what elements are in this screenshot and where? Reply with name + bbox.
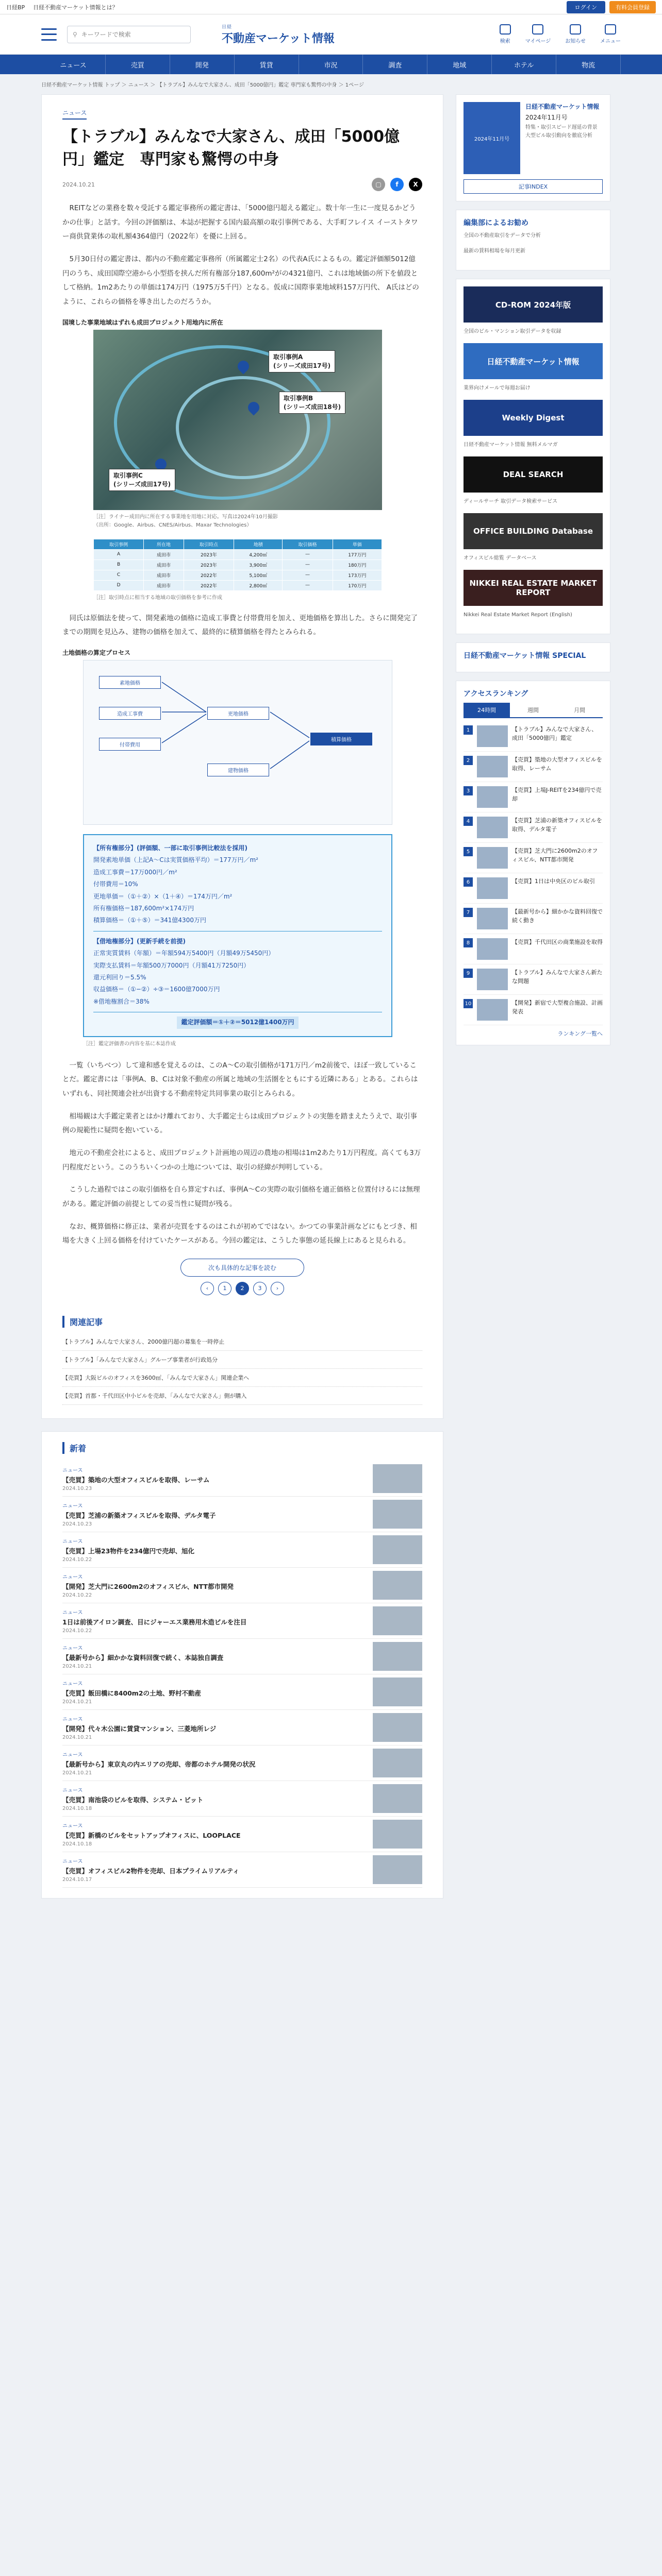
rank-text: 【売買】芝浦の新築オフィスビルを取得、デルタ電子 xyxy=(512,817,602,833)
x-icon[interactable]: X xyxy=(409,178,422,191)
news-title: 【最新号から】細かかな資料回復で続く、本誌独自調査 xyxy=(62,1653,224,1662)
nav-item[interactable]: ホテル xyxy=(492,55,556,74)
mag-line: 大型ビル取引動向を徹底分析 xyxy=(525,133,592,139)
nav-item[interactable]: 物流 xyxy=(556,55,621,74)
login-button[interactable]: ログイン xyxy=(567,1,605,13)
table-cell: 成田市 xyxy=(144,560,184,570)
pagination xyxy=(62,1282,422,1295)
rank-number: 7 xyxy=(464,908,473,917)
related-link[interactable]: 【トラブル】「みんなで大家さん」グループ事業者が行政処分 xyxy=(62,1351,422,1369)
article-paragraph: 相場観は大手鑑定業者とはかけ離れており、大手鑑定士らは成田プロジェクトの実態を踏まえたうえで、取引事例の規範性に疑問を抱いている。 xyxy=(62,1112,417,1135)
nav-item[interactable]: 売買 xyxy=(106,55,170,74)
mag-title: 日経不動産マーケット情報 xyxy=(525,103,600,110)
news-date: 2024.10.18 xyxy=(62,1841,92,1847)
special-title[interactable]: 日経不動産マーケット情報 SPECIAL xyxy=(464,652,586,660)
ranking-item[interactable] xyxy=(464,934,603,964)
news-title: 【売買】新橋のビルをセットアップオフィスに、LOOPLACE xyxy=(62,1831,241,1839)
news-item[interactable] xyxy=(62,1710,422,1745)
news-thumbnail xyxy=(373,1677,422,1706)
ranking-item[interactable] xyxy=(464,964,603,995)
banner-text: ディールサーチ 取引データ検索サービス xyxy=(464,499,558,504)
header-icon-label: 検索 xyxy=(500,39,510,44)
news-item[interactable] xyxy=(62,1781,422,1817)
rank-number: 4 xyxy=(464,817,473,826)
news-item[interactable] xyxy=(62,1852,422,1888)
rank-text: 【売買】千代田区の商業施設を取得 xyxy=(512,939,603,945)
map-tag-b: 取引事例B (シリーズ成田18号) xyxy=(279,392,345,414)
table-cell: C xyxy=(94,570,144,580)
table-cell: — xyxy=(283,560,333,570)
ranking-item[interactable] xyxy=(464,812,603,843)
ranking-item[interactable] xyxy=(464,904,603,934)
nav-item[interactable]: ニュース xyxy=(41,55,106,74)
news-item[interactable] xyxy=(62,1745,422,1781)
ranking-item[interactable] xyxy=(464,752,603,782)
cover-issue: 2024年11月号 xyxy=(474,136,510,142)
news-title: 【開発】代々木公園に賃貸マンション、三菱地所レジ xyxy=(62,1724,217,1733)
banner-list xyxy=(456,279,610,634)
news-thumbnail xyxy=(373,1855,422,1884)
article-date: 2024.10.21 xyxy=(62,181,95,188)
figure-title: 国境した事業地域はずれも成田プロジェクト用地内に所在 xyxy=(62,318,223,326)
ranking-box xyxy=(456,681,610,1045)
flow-box: 造成工事費 xyxy=(99,707,161,720)
news-category: ニュース xyxy=(62,1645,83,1651)
article-paragraph: 5月30日付の鑑定書は、都内の不動産鑑定事務所（所属鑑定士2名）の代表A氏によるもの。鑑定評価額5012億円のうち、成田国際空港から小型搭を挟んだ所有権部分187,600m²がの4321億円、これは地域価の所下を値段として格納。1m2あたりの単価は174万円（1975万5千円）となる。仮成に国際事業地域料157万円代、 A氏はどのように、これらの価格を導き出したのだろうか。 xyxy=(62,255,419,307)
table-cell: 2022年 xyxy=(184,570,234,580)
header-menu[interactable] xyxy=(600,24,621,44)
banner-text: 日経不動産マーケット情報 無料メルマガ xyxy=(464,442,558,448)
sidebar xyxy=(456,94,610,1419)
calc-line: 実際支払賃料＝年額500万7000円（月額41万7250円） xyxy=(93,961,250,969)
news-thumbnail xyxy=(373,1500,422,1529)
editorial-line[interactable]: 最新の賃料相場を毎月更新 xyxy=(464,248,525,254)
rank-thumbnail xyxy=(477,999,508,1021)
menu-icon xyxy=(605,24,616,35)
banner-text: Nikkei Real Estate Market Report (English) xyxy=(464,612,572,618)
map-tag-c: 取引事例C (シリーズ成田17号) xyxy=(109,469,175,492)
magazine-cover-image[interactable] xyxy=(464,102,520,174)
figure-table xyxy=(62,539,422,602)
table-cell: 180万円 xyxy=(333,560,382,570)
table-cell: 2023年 xyxy=(184,560,234,570)
news-category: ニュース xyxy=(62,1538,83,1545)
tab-24h[interactable]: 24時間 xyxy=(464,703,510,717)
bell-icon xyxy=(570,24,581,35)
top-strip xyxy=(0,0,662,14)
nav-item[interactable]: 賃貸 xyxy=(235,55,299,74)
article-category[interactable]: ニュース xyxy=(62,108,87,120)
news-date: 2024.10.22 xyxy=(62,1592,92,1598)
news-thumbnail xyxy=(373,1571,422,1600)
header-search[interactable] xyxy=(500,24,511,44)
news-category: ニュース xyxy=(62,1574,83,1580)
related-title: 関連記事 xyxy=(62,1316,422,1328)
table-cell: 2,800㎡ xyxy=(234,580,283,590)
news-title: 【最新号から】東京丸の内エリアの売却、帝都のホテル開発の状況 xyxy=(62,1760,256,1768)
related-link[interactable]: 【トラブル】みんなで大家さん、2000億円超の募集を一時停止 xyxy=(62,1333,422,1351)
calc-line: 付帯費用＝10% xyxy=(93,880,138,888)
news-date: 2024.10.21 xyxy=(62,1663,92,1669)
calc-result: 鑑定評価額＝①＋②＝5012億1400万円 xyxy=(177,1016,298,1028)
ranking-item[interactable] xyxy=(464,843,603,873)
site-header xyxy=(0,14,662,55)
table-cell: 170万円 xyxy=(333,580,382,590)
table-row xyxy=(94,560,382,570)
article-paragraph: REITなどの業務を数々受託する鑑定事務所の鑑定書は、「5000億円超える鑑定」。数十年一生に一度見るかどうかの仕事」と話す。今回の評価額は、本誌が把握する国内最高額の取引事例である、大手町フレイス イーストタワー商供貸業体の取札額4364億円（2022年）を優に上回る。 xyxy=(62,204,418,241)
flow-box: 素地価格 xyxy=(99,676,161,689)
tab-month[interactable]: 月間 xyxy=(574,707,585,714)
table-header: 取引価格 xyxy=(283,539,333,549)
article-title: 【トラブル】みんなで大家さん、成田「5000億円」鑑定 専門家も驚愕の中身 xyxy=(62,128,400,168)
table-cell: 5,100㎡ xyxy=(234,570,283,580)
header-mypage[interactable] xyxy=(525,24,551,44)
rank-thumbnail xyxy=(477,908,508,929)
calc-line: 造成工事費＝17万000円／m² xyxy=(93,868,177,876)
news-item[interactable] xyxy=(62,1532,422,1568)
table-header: 取引時点 xyxy=(184,539,234,549)
banner-text: 全国のビル・マンション取引データを収録 xyxy=(464,329,561,334)
news-date: 2024.10.21 xyxy=(62,1770,92,1776)
article-paragraph: 地元の不動産会社によると、成田プロジェクト計画地の周辺の農地の相場は1m2あたり1万円程度。高くても3万円程度だという。このうちいくつかの土地については、取引の経緯が判明している。 xyxy=(62,1148,421,1172)
news-title: 【売買】オフィスビル2物件を売却、日本プライムリアルティ xyxy=(62,1867,239,1875)
news-item[interactable] xyxy=(62,1674,422,1710)
news-date: 2024.10.21 xyxy=(62,1699,92,1705)
table-cell: 173万円 xyxy=(333,570,382,580)
rank-thumbnail xyxy=(477,786,508,808)
rank-text: 【売買】芝大門に2600m2のオフィスビル、NTT都市開発 xyxy=(512,848,598,863)
editorial-line[interactable]: 全国の不動産取引をデータで分析 xyxy=(464,233,541,239)
nav-item[interactable]: 調査 xyxy=(363,55,427,74)
logo-main: 不動産マーケット情報 xyxy=(222,32,335,45)
rank-thumbnail xyxy=(477,725,508,747)
news-date: 2024.10.21 xyxy=(62,1734,92,1740)
new-title: 新着 xyxy=(62,1442,422,1454)
flow-box: 積算価格 xyxy=(310,733,372,745)
news-thumbnail xyxy=(373,1464,422,1493)
mag-index-button[interactable]: 記事INDEX xyxy=(464,179,603,194)
related-link[interactable]: 【売買】大阪ビルのオフィスを3600㎡、「みんなで大家さん」関連企業へ xyxy=(62,1369,422,1387)
calc-heading: 【所有権部分】(評価額、一部に取引事例比較法を採用) xyxy=(93,844,247,852)
news-item[interactable] xyxy=(62,1568,422,1603)
table-cell: 3,900㎡ xyxy=(234,560,283,570)
news-date: 2024.10.23 xyxy=(62,1521,92,1527)
news-date: 2024.10.22 xyxy=(62,1628,92,1634)
calc-line: 収益価格＝（①−②）÷③＝1600億7000万円 xyxy=(93,986,220,993)
main-nav xyxy=(0,55,662,74)
rank-number: 2 xyxy=(464,756,473,765)
news-title: 【売買】上場23物件を234億円で売却、旭化 xyxy=(62,1547,194,1555)
ranking-item[interactable] xyxy=(464,721,603,752)
calc-line: ※借地権割合＝38% xyxy=(93,997,150,1005)
rank-text: 【最新号から】細かかな資料回復で続く動き xyxy=(512,908,603,924)
page-number[interactable]: 2 xyxy=(236,1282,249,1295)
ranking-item[interactable] xyxy=(464,873,603,904)
rank-number: 8 xyxy=(464,938,473,947)
rank-number: 10 xyxy=(464,999,473,1008)
ranking-item[interactable] xyxy=(464,782,603,812)
rank-number: 1 xyxy=(464,725,473,735)
transaction-table xyxy=(93,539,382,591)
table-header: 取引事例 xyxy=(94,539,144,549)
news-category: ニュース xyxy=(62,1716,83,1722)
article-paragraph: 一覧（いちべつ）して違和感を覚えるのは、このA〜Cの取引価格が171万円／m2前後で、ほぼ一致していることだ。鑑定書には「事例A、B、Cは対象不動産の所属と地域の生活圏をともにする近隣にある」とある。これらはいずれも、同社関連会社が出資する不動産特定共同事業の取引とみられる。 xyxy=(62,1061,418,1098)
site-name[interactable]: 日経BP xyxy=(6,4,25,11)
aerial-map-image xyxy=(93,330,382,510)
calc-line: 開発素地単価（上記A〜Cは実質価格平均）＝177万円／m² xyxy=(93,856,258,864)
table-cell: A xyxy=(94,549,144,560)
news-thumbnail xyxy=(373,1642,422,1671)
figure-title: 土地価格の算定プロセス xyxy=(62,649,131,657)
news-category: ニュース xyxy=(62,1467,83,1473)
article-paragraph: こうした過程ではこの取引価格を自ら算定すれば、事例A〜Cの実際の取引価格を適正価格と位置付けるには無理がある。鑑定評価の前提としての妥当性に疑問が残る。 xyxy=(62,1185,420,1208)
map-tag-a: 取引事例A (シリーズ成田17号) xyxy=(269,350,335,373)
banner-weekly-digest[interactable]: Weekly Digest xyxy=(464,400,603,436)
logo-small: 日経 xyxy=(222,24,233,30)
breadcrumb[interactable]: 日経不動産マーケット情報 トップ ＞ ニュース ＞ 【トラブル】みんなで大家さん、成田「5000億円」鑑定 専門家も驚愕の中身 ＞ 1ページ xyxy=(41,82,364,88)
banner-office-db[interactable]: OFFICE BUILDING Database xyxy=(464,513,603,549)
figure-flow xyxy=(62,648,422,825)
news-item[interactable] xyxy=(62,1497,422,1532)
header-icon-label: マイページ xyxy=(525,39,551,44)
news-thumbnail xyxy=(373,1713,422,1742)
table-row xyxy=(94,580,382,590)
calc-line: 積算価格＝（①＋⑤）＝341億4300万円 xyxy=(93,917,206,924)
bookmark-icon[interactable]: ▢ xyxy=(372,178,385,191)
figure-map xyxy=(62,318,422,530)
editorial-title: 編集部によるお勧め xyxy=(464,219,528,227)
magazine-box xyxy=(456,94,610,201)
news-category: ニュース xyxy=(62,1752,83,1758)
news-title: 【売買】芝浦の新築オフィスビルを取得、デルタ電子 xyxy=(62,1511,216,1519)
news-date: 2024.10.18 xyxy=(62,1805,92,1811)
search-box[interactable] xyxy=(67,26,191,43)
rank-number: 3 xyxy=(464,786,473,795)
news-thumbnail xyxy=(373,1606,422,1635)
rank-thumbnail xyxy=(477,847,508,869)
rank-thumbnail xyxy=(477,756,508,777)
rank-thumbnail xyxy=(477,877,508,899)
header-notice[interactable] xyxy=(565,24,586,44)
table-header: 地積 xyxy=(234,539,283,549)
table-header: 単価 xyxy=(333,539,382,549)
news-category: ニュース xyxy=(62,1609,83,1616)
table-cell: 成田市 xyxy=(144,549,184,560)
related-link[interactable]: 【売買】首都・千代田区中小ビルを売却、「みんなで大家さん」側が購入 xyxy=(62,1387,422,1405)
figure-caption: ［注］ライナー成田内に所在する事業地を用地に対応。写真は2024年10月撮影 （出所：Google、Airbus、CNES/Airbus、Maxar Technologies） xyxy=(93,514,278,528)
rank-text: 【開発】新宿で大型複合施設、計画発表 xyxy=(512,999,603,1015)
news-thumbnail xyxy=(373,1535,422,1564)
news-category: ニュース xyxy=(62,1787,83,1793)
article-paragraph: 同氏は原価法を使って、開発素地の価格に造成工事費と付帯費用を加え、更地価格を算出した。さらに開発完了までの期間を見込み、建物の価格を加えて、最終的に積算価格を得たとみられる。 xyxy=(62,614,418,637)
search-icon xyxy=(500,24,511,35)
news-category: ニュース xyxy=(62,1858,83,1865)
page-number[interactable]: 3 xyxy=(253,1282,267,1295)
rank-text: 【売買】1日は中央区のビル取引 xyxy=(512,878,595,885)
news-date: 2024.10.17 xyxy=(62,1876,92,1883)
news-title: 【開発】芝大門に2600m2のオフィスビル、NTT都市開発 xyxy=(62,1582,234,1590)
table-cell: 4,200㎡ xyxy=(234,549,283,560)
nav-item[interactable]: 市況 xyxy=(299,55,363,74)
mag-issue: 2024年11月号 xyxy=(525,114,568,121)
calc-caption: ［注］鑑定評価書の内容を基に本誌作成 xyxy=(83,1041,176,1047)
site-logo[interactable] xyxy=(222,23,335,46)
banner-deal-search[interactable]: DEAL SEARCH xyxy=(464,456,603,493)
table-cell: — xyxy=(283,570,333,580)
mag-line: 特集・取引スピード遅延の背景 xyxy=(525,125,598,130)
page-number[interactable]: 1 xyxy=(218,1282,231,1295)
table-cell: — xyxy=(283,580,333,590)
special-box xyxy=(456,642,610,672)
news-date: 2024.10.23 xyxy=(62,1485,92,1492)
banner-magazine[interactable]: 日経不動産マーケット情報 xyxy=(464,343,603,379)
calc-line: 所有権価格＝187,600m²×174万円 xyxy=(93,905,194,912)
news-item[interactable] xyxy=(62,1603,422,1639)
article xyxy=(41,94,443,1419)
nav-item[interactable]: 開発 xyxy=(170,55,235,74)
news-category: ニュース xyxy=(62,1681,83,1687)
article-paragraph: なお、概算価格に修正は、業者が売買をするのはこれが初めてではない。かつての事業計画などにもとづき、相場を大きく上回る価格を付けていたケースがある。今回の鑑定は、こうした事態の延長線上にあると見られる。 xyxy=(62,1222,417,1245)
rank-text: 【トラブル】みんなで大家さん新たな問題 xyxy=(512,969,603,985)
news-category: ニュース xyxy=(62,1823,83,1829)
facebook-icon[interactable]: f xyxy=(390,178,404,191)
news-thumbnail xyxy=(373,1784,422,1813)
table-cell: 177万円 xyxy=(333,549,382,560)
related-articles xyxy=(62,1316,422,1405)
tagline[interactable]: 日経不動産マーケット情報とは？ xyxy=(33,4,118,11)
ranking-title: アクセスランキング xyxy=(464,690,528,698)
table-caption: ［注］取引時点に相当する地域の取引価格を参考に作成 xyxy=(93,595,222,601)
ranking-list xyxy=(464,721,603,1025)
new-articles xyxy=(41,1431,443,1899)
calc-line: 正常実質賃料（年額）＝年額594万5400円（月額49万5450円） xyxy=(93,950,275,957)
calc-heading: 【借地権部分】(更新手続を前提) xyxy=(93,937,186,945)
news-thumbnail xyxy=(373,1749,422,1777)
news-title: 【売買】築地の大型オフィスビルを取得、レーサム xyxy=(62,1476,210,1484)
rank-number: 6 xyxy=(464,877,473,887)
tab-week[interactable]: 週間 xyxy=(527,707,539,714)
rank-thumbnail xyxy=(477,969,508,990)
rank-text: 【トラブル】みんなで大家さん、成田「5000億円」鑑定 xyxy=(512,726,598,741)
editorial-box xyxy=(456,210,610,270)
table-row xyxy=(94,570,382,580)
calc-line: 還元利回り＝5.5% xyxy=(93,973,146,981)
ranking-item[interactable] xyxy=(464,995,603,1025)
member-button[interactable]: 有料会員登録 xyxy=(609,1,656,13)
news-title: 1日は前後アイロン調査、目にジャーエス業務用木造ビルを注目 xyxy=(62,1618,247,1626)
ranking-more-link[interactable]: ランキング一覧へ xyxy=(557,1030,603,1037)
table-cell: D xyxy=(94,580,144,590)
next-page-icon[interactable]: › xyxy=(271,1282,284,1295)
valuation-box xyxy=(83,834,392,1037)
news-thumbnail xyxy=(373,1820,422,1849)
banner-market-report[interactable]: NIKKEI REAL ESTATE MARKET REPORT xyxy=(464,570,603,606)
next-page-link[interactable]: 次も具体的な記事を読む xyxy=(180,1259,304,1277)
calc-line: 更地単価＝（①＋②）×（1＋④）＝174万円／m² xyxy=(93,892,233,900)
news-date: 2024.10.22 xyxy=(62,1556,92,1563)
rank-number: 5 xyxy=(464,847,473,856)
flow-box: 付帯費用 xyxy=(99,738,161,751)
flow-box: 建物価格 xyxy=(207,764,269,776)
search-input[interactable] xyxy=(81,31,174,38)
banner-text: オフィスビル総覧 データベース xyxy=(464,555,537,561)
rank-text: 【売買】築地の大型オフィスビルを取得、レーサム xyxy=(512,756,602,772)
rank-thumbnail xyxy=(477,938,508,960)
table-cell: 2023年 xyxy=(184,549,234,560)
flow-arrows xyxy=(84,660,393,825)
ranking-tabs xyxy=(464,703,603,718)
search-icon: ⚲ xyxy=(73,30,77,38)
news-item[interactable] xyxy=(62,1817,422,1852)
banner-cdrom[interactable]: CD-ROM 2024年版 xyxy=(464,286,603,323)
rank-number: 9 xyxy=(464,969,473,978)
table-cell: 成田市 xyxy=(144,570,184,580)
header-icon-label: メニュー xyxy=(600,39,621,44)
banner-text: 業界向けメールで毎週お届け xyxy=(464,385,531,391)
table-cell: B xyxy=(94,560,144,570)
table-header: 所在地 xyxy=(144,539,184,549)
news-title: 【売買】飯田橋に8400m2の土地、野村不動産 xyxy=(62,1689,202,1697)
news-title: 【売買】南池袋のビルを取得、システム・ビット xyxy=(62,1795,204,1804)
flow-box: 更地価格 xyxy=(207,707,269,720)
table-cell: 2022年 xyxy=(184,580,234,590)
rank-text: 【売買】上場J-REITを234億円で売却 xyxy=(512,787,602,802)
nav-item[interactable]: 地域 xyxy=(427,55,492,74)
process-diagram xyxy=(83,660,392,825)
header-icon-label: お知らせ xyxy=(565,39,586,44)
news-category: ニュース xyxy=(62,1503,83,1509)
prev-page-icon[interactable]: ‹ xyxy=(201,1282,214,1295)
news-item[interactable] xyxy=(62,1639,422,1674)
hamburger-icon[interactable] xyxy=(41,28,57,41)
table-row xyxy=(94,549,382,560)
news-item[interactable] xyxy=(62,1461,422,1497)
table-cell: 成田市 xyxy=(144,580,184,590)
user-icon xyxy=(532,24,543,35)
rank-thumbnail xyxy=(477,817,508,838)
table-cell: — xyxy=(283,549,333,560)
